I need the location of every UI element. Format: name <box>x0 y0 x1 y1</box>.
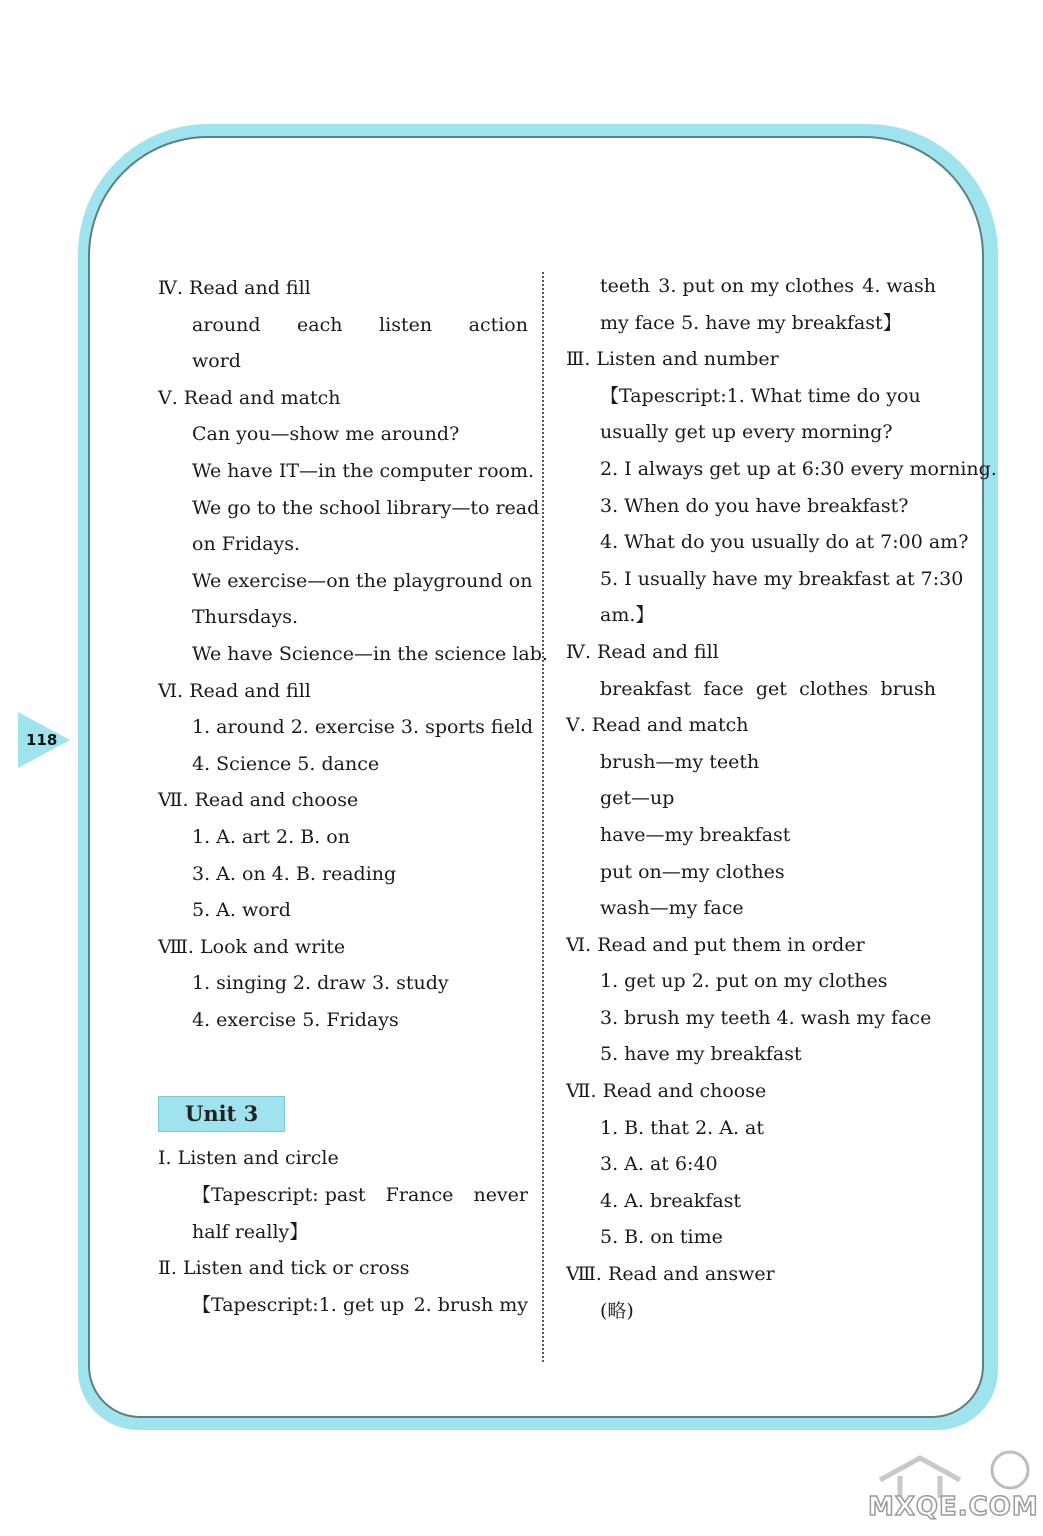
answer-line: 4. Science 5. dance <box>192 752 380 775</box>
answer-line: Can you—show me around? <box>192 423 460 446</box>
section-heading: Ⅵ. Read and put them in order <box>566 933 865 956</box>
answer-line: get—up <box>600 787 675 810</box>
section-heading: Ⅳ. Read and fill <box>566 640 719 663</box>
answer-word: 【Tapescript: past <box>192 1184 366 1207</box>
answer-word: France <box>385 1184 454 1207</box>
answer-line: 2. I always get up at 6:30 every morning. <box>600 457 997 480</box>
answer-line: 4. What do you usually do at 7:00 am? <box>600 531 969 554</box>
answer-word: listen <box>379 313 433 336</box>
answer-word: face <box>703 677 744 700</box>
answer-line: am.】 <box>600 604 655 627</box>
answer-line: 5. A. word <box>192 899 291 922</box>
answer-line: 4. A. breakfast <box>600 1189 742 1212</box>
answer-line: word <box>192 350 241 373</box>
answer-line: usually get up every morning? <box>600 421 893 444</box>
answer-line: put on—my clothes <box>600 860 785 883</box>
answer-word: breakfast <box>600 677 692 700</box>
answer-line: 5. B. on time <box>600 1226 723 1249</box>
answer-line: We have IT—in the computer room. <box>192 459 535 482</box>
answer-line: brush—my teeth <box>600 750 760 773</box>
left-answer-list <box>158 270 548 1038</box>
section-heading: Ⅲ. Listen and number <box>566 348 779 371</box>
answer-word: never <box>473 1184 528 1207</box>
answer-line: have—my breakfast <box>600 823 791 846</box>
section-heading: Ⅱ. Listen and tick or cross <box>158 1257 410 1280</box>
answer-line: 1. get up 2. put on my clothes <box>600 970 888 993</box>
answer-word: 2. brush my <box>413 1293 528 1316</box>
answer-word: each <box>297 313 343 336</box>
answer-line <box>158 1287 528 1324</box>
answer-line <box>158 307 528 344</box>
answer-line: 1. singing 2. draw 3. study <box>192 972 449 995</box>
answer-word: 3. put on my clothes <box>658 275 855 297</box>
answer-line <box>566 268 936 305</box>
answer-line: Thursdays. <box>192 606 298 629</box>
answer-word: teeth <box>600 275 650 297</box>
answer-line: We have Science—in the science lab. <box>192 642 548 665</box>
right-column <box>566 268 997 1329</box>
answer-line <box>158 1177 528 1214</box>
answer-line: (略) <box>600 1299 634 1322</box>
column-divider <box>542 272 544 1362</box>
section-heading: Ⅳ. Read and fill <box>158 277 311 299</box>
answer-line: We go to the school library—to read <box>192 496 540 519</box>
answer-line <box>566 671 936 708</box>
answer-line: on Fridays. <box>192 533 301 556</box>
answer-word: around <box>192 313 261 336</box>
answer-line: 5. have my breakfast <box>600 1043 802 1066</box>
answer-line: 3. When do you have breakfast? <box>600 494 909 517</box>
watermark-text: MXQE.COM <box>868 1492 1039 1522</box>
section-heading: Ⅶ. Read and choose <box>158 789 359 812</box>
unit-title: Unit 3 <box>158 1096 285 1132</box>
answer-word: get <box>755 677 787 700</box>
answer-line: 5. I usually have my breakfast at 7:30 <box>600 567 964 590</box>
section-heading: Ⅵ. Read and fill <box>158 679 311 702</box>
answer-line <box>566 378 936 415</box>
left-column <box>158 270 548 1323</box>
answer-word: 【Tapescript:1. get up <box>192 1293 405 1316</box>
answer-line: 1. B. that 2. A. at <box>600 1116 765 1139</box>
answer-word: 4. wash <box>862 275 936 297</box>
answer-line: 3. A. on 4. B. reading <box>192 862 397 885</box>
section-heading: Ⅰ. Listen and circle <box>158 1147 339 1170</box>
answer-line: We exercise—on the playground on <box>192 569 533 592</box>
answer-word: 【Tapescript:1. What time do you <box>600 384 921 407</box>
right-answer-list <box>566 268 997 1329</box>
unit3-answer-list <box>158 1140 528 1323</box>
answer-line: 3. A. at 6:40 <box>600 1153 718 1176</box>
section-heading: Ⅴ. Read and match <box>566 714 749 737</box>
answer-line: 4. exercise 5. Fridays <box>192 1008 399 1031</box>
answer-line: half really】 <box>192 1220 309 1243</box>
page-number: 118 <box>26 731 58 749</box>
answer-line: 1. A. art 2. B. on <box>192 825 350 848</box>
answer-word: clothes <box>799 677 869 700</box>
answer-word: brush <box>880 677 936 700</box>
answer-line: 1. around 2. exercise 3. sports field <box>192 716 534 739</box>
section-heading: Ⅷ. Read and answer <box>566 1263 775 1286</box>
answer-word: action <box>468 313 528 336</box>
section-heading: Ⅴ. Read and match <box>158 386 341 409</box>
section-heading: Ⅶ. Read and choose <box>566 1080 767 1103</box>
section-heading: Ⅷ. Look and write <box>158 935 346 958</box>
answer-line: my face 5. have my breakfast】 <box>600 311 902 334</box>
answer-line: 3. brush my teeth 4. wash my face <box>600 1006 932 1029</box>
answer-line: wash—my face <box>600 897 744 920</box>
